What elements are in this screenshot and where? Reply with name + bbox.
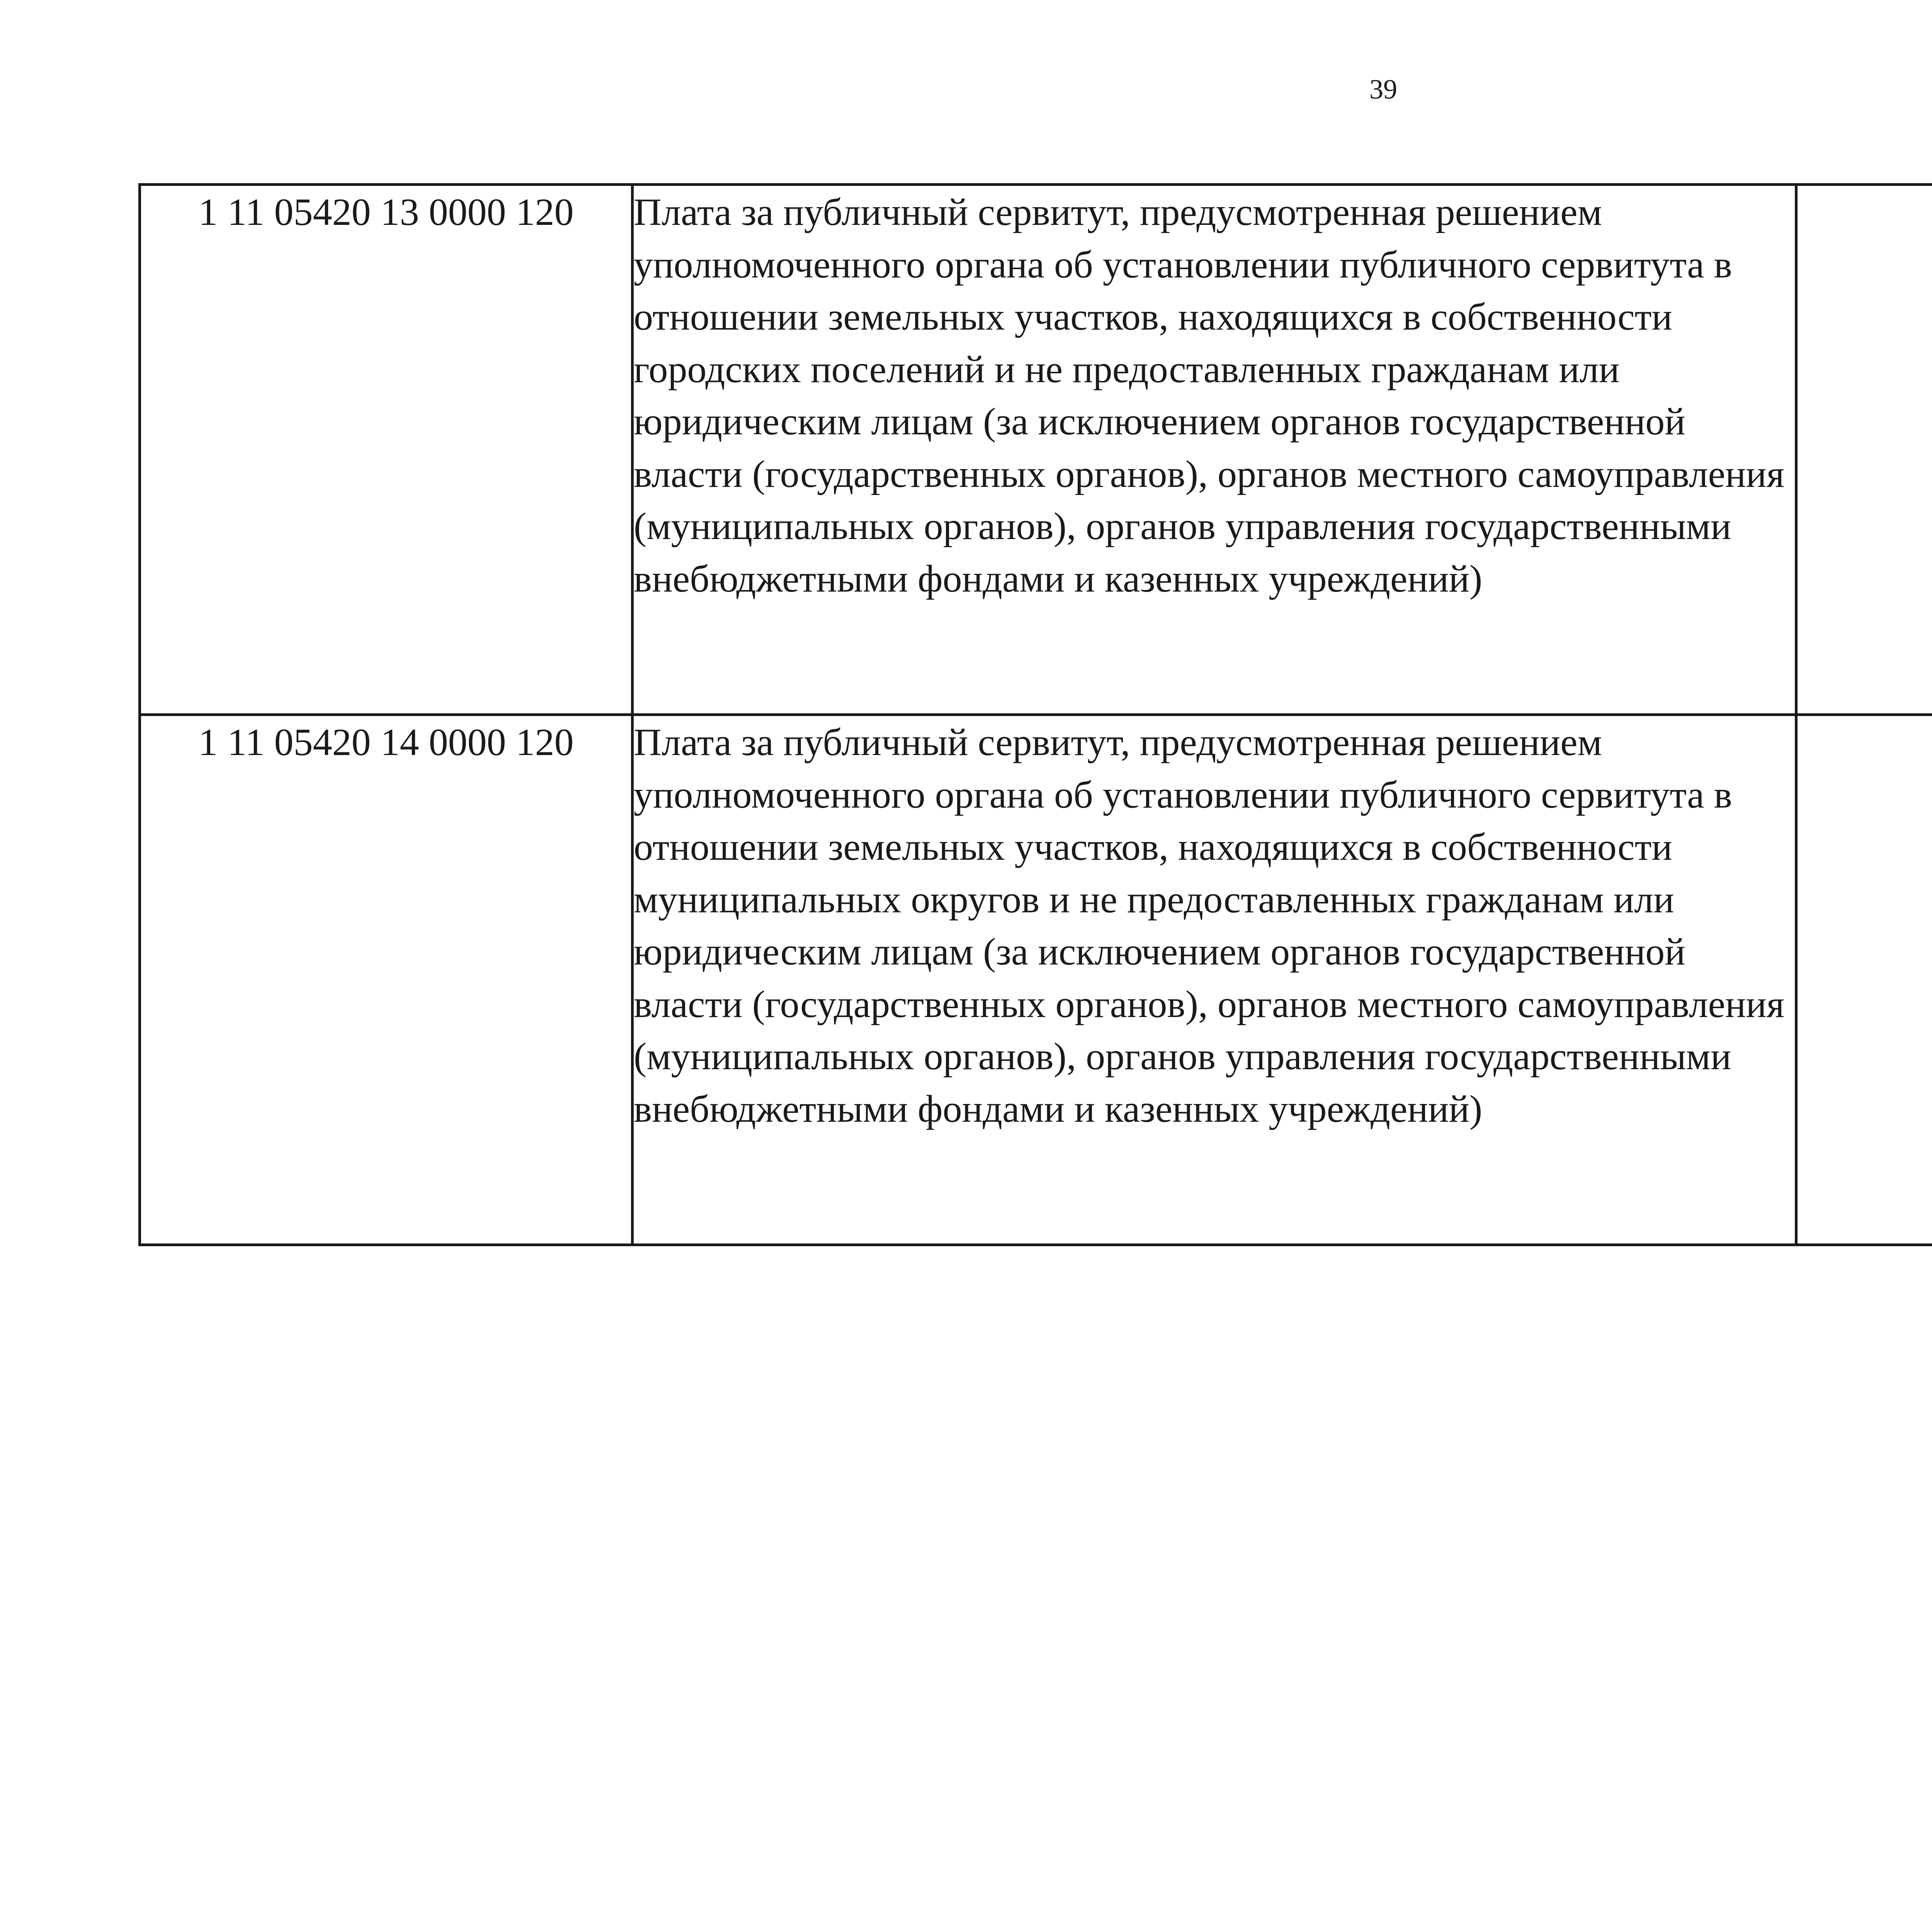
revenue-code-cell: 1 11 05420 13 0000 120 [140,185,633,715]
percentage-cell-1 [1796,185,1932,715]
percentage-cell-1 [1796,715,1932,1245]
table-row [140,715,1932,1245]
distribution-table [138,183,1932,1246]
table-row [140,185,1932,715]
revenue-description-cell: Плата за публичный сервитут, предусмотренная решением уполномоченного органа об установлении публичного сервитута в отношении земельных участков, находящихся в собственности городских поселений и не предоставленных гражданам или юридическим лицам (за исключением органов государственной власти (государственных органов), органов местного самоуправления (муниципальных органов), органов управления государственными внебюджетными фондами и казенных учреждений) [633,185,1796,715]
page-number: 39 [1369,74,1397,105]
revenue-code-cell: 1 11 05420 14 0000 120 [140,715,633,1245]
revenue-description-cell: Плата за публичный сервитут, предусмотренная решением уполномоченного органа об установлении публичного сервитута в отношении земельных участков, находящихся в собственности муниципальных округов и не предоставленных гражданам или юридическим лицам (за исключением органов государственной власти (государственных органов), органов местного самоуправления (муниципальных органов), органов управления государственными внебюджетными фондами и казенных учреждений) [633,715,1796,1245]
